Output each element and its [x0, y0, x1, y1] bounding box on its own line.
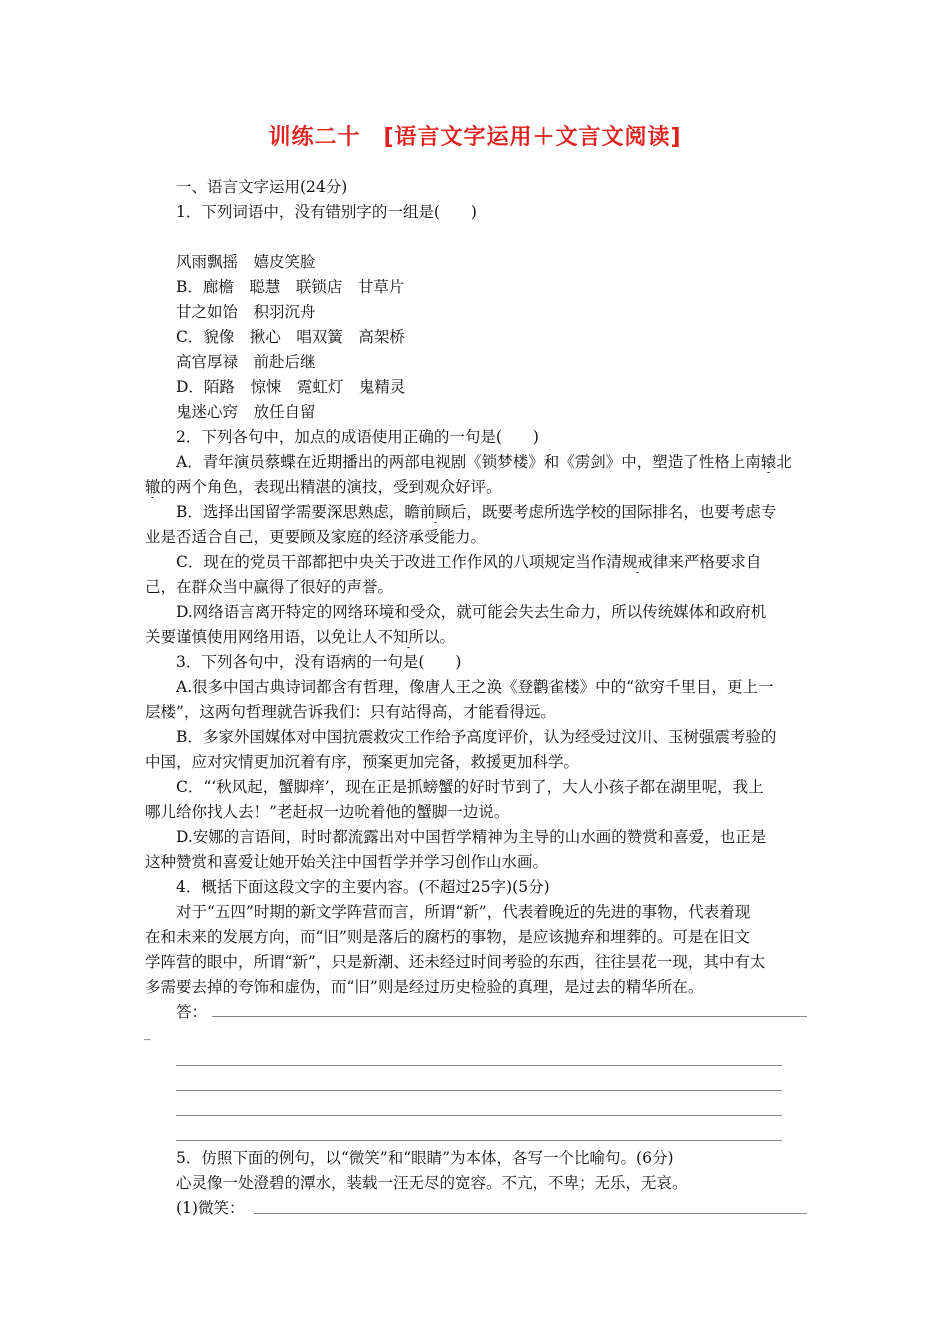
q4-passage-line1: 对于“五四”时期的新文学阵营而言，所谓“新”，代表着晚近的先进的事物，代表着现 [176, 903, 751, 921]
q3-option-c-line1: C．“‘秋风起，蟹脚痒’，现在正是抓螃蟹的好时节到了，大人小孩子都在湖里呢，我上 [176, 778, 764, 796]
q3-option-a-line2: 层楼”，这两句哲理就告诉我们：只有站得高，才能看得远。 [145, 703, 556, 721]
q3-option-d-line2: 这种赞赏和喜爱让她开始关注中国哲学并学习创作山水画。 [145, 853, 549, 871]
q4-answer-label: 答： [176, 1003, 208, 1021]
q1-option-a-line2: 风雨飘摇 嬉皮笑脸 [176, 253, 316, 271]
q2-a-dotted-idiom: 南辕北 [745, 453, 792, 471]
q5-item1-label: (1)微笑： [176, 1199, 245, 1217]
q1-option-d-line1: D．陌路 惊悚 霓虹灯 鬼精灵 [176, 378, 406, 396]
q2-option-d-line1: D.网络语言离开特定的网络环境和受众，就可能会失去生命力，所以传统媒体和政府机 [176, 603, 767, 621]
q2-b-text-post: ，既要考虑所选学校的国际排名，也要考虑专 [466, 503, 777, 521]
q1-option-b-line2: 甘之如饴 积羽沉舟 [176, 303, 316, 321]
q2-option-b-line2: 业是否适合自己，更要顾及家庭的经济承受能力。 [145, 528, 487, 546]
section-heading: 一、语言文字运用(24分) [176, 178, 348, 196]
q3-option-b-line1: B．多家外国媒体对中国抗震救灾工作给予高度评价，认为经受过汶川、玉树强震考验的 [176, 728, 777, 746]
q2-option-c-line1 [176, 551, 807, 573]
q2-d-text-post: 。 [439, 628, 456, 646]
q2-d-text: 关要谨慎使用网络用语，以免让人 [145, 628, 378, 646]
q3-option-d-line1: D.安娜的言语间，时时都流露出对中国哲学精神为主导的山水画的赞赏和喜爱，也正是 [176, 828, 767, 846]
q4-answer-dash: _ [144, 1026, 151, 1041]
q4-answer-line-2[interactable] [176, 1065, 782, 1066]
q3-option-b-line2: 中国，应对灾情更加沉着有序，预案更加完备，救援更加科学。 [145, 753, 580, 771]
q4-answer-line-1[interactable] [212, 1016, 807, 1017]
q2-option-c-line2: 己，在群众当中赢得了很好的声誉。 [145, 578, 394, 596]
q4-answer-line-4[interactable] [176, 1115, 782, 1116]
q2-option-b-line1 [176, 501, 807, 523]
q2-c-text: C．现在的党员干部都把中央关于改进工作作风的八项规定当作 [176, 553, 607, 571]
q2-c-text-post: 来严格要求自 [668, 553, 762, 571]
q4-stem: 4．概括下面这段文字的主要内容。(不超过25字)(5分) [176, 878, 550, 896]
page-title: 训练二十 [语言文字运用＋文言文阅读] [268, 125, 682, 150]
q2-stem: 2．下列各句中，加点的成语使用正确的一句是( ) [176, 428, 539, 446]
q1-option-d-line2: 鬼迷心窍 放任自留 [176, 403, 316, 421]
q2-b-dotted-idiom: 瞻前顾后 [404, 503, 467, 521]
q1-option-b-line1: B．廊檐 聪慧 联锁店 甘草片 [176, 278, 405, 296]
q2-c-dotted-idiom: 清规戒律 [606, 553, 669, 571]
q2-a-text: A．青年演员蔡蝶在近期播出的两部电视剧《锁梦楼》和《雳剑》中，塑造了性格上 [176, 453, 746, 471]
q1-option-c-line1: C．貌像 揪心 唱双簧 高架桥 [176, 328, 405, 346]
q2-d-dotted-idiom: 不知所以 [377, 628, 440, 646]
q4-passage-line2: 在和未来的发展方向，而“旧”则是落后的腐朽的事物，是应该抛弃和埋葬的。可是在旧文 [145, 928, 750, 946]
q4-passage-line3: 学阵营的眼中，所谓“新”，只是新潮、还未经过时间考验的东西，往往昙花一现，其中有太 [145, 953, 766, 971]
q5-stem: 5．仿照下面的例句，以“微笑”和“眼睛”为本体，各写一个比喻句。(6分) [176, 1149, 674, 1167]
q2-b-text: B．选择出国留学需要深思熟虑， [176, 503, 405, 521]
q3-stem: 3．下列各句中，没有语病的一句是( ) [176, 653, 462, 671]
q4-answer-line-5[interactable] [176, 1140, 782, 1141]
q1-stem: 1．下列词语中，没有错别字的一组是( ) [176, 203, 477, 221]
q2-option-a-line1 [176, 451, 807, 473]
q2-option-a-line2 [145, 476, 807, 498]
q2-option-d-line2 [145, 626, 807, 648]
q4-passage-line4: 多需要去掉的夸饰和虚伪，而“旧”则是经过历史检验的真理，是过去的精华所在。 [145, 978, 704, 996]
q2-a-text-cont: 的两个角色，表现出精湛的演技，受到观众好评。 [160, 478, 502, 496]
q2-a-dotted-idiom-end: 辙 [145, 478, 161, 496]
q3-option-c-line2: 哪儿给你找人去！”老赶叔一边吮着他的蟹脚一边说。 [145, 803, 510, 821]
q5-item1-answer-line[interactable] [254, 1213, 807, 1214]
q3-option-a-line1: A.很多中国古典诗词都含有哲理，像唐人王之涣《登鹳雀楼》中的“欲穷千里目，更上一 [176, 678, 774, 696]
q4-answer-line-3[interactable] [176, 1090, 782, 1091]
q1-option-c-line2: 高官厚禄 前赴后继 [176, 353, 316, 371]
q5-example: 心灵像一处澄碧的潭水，装载一汪无尽的宽容。不亢，不卑；无乐，无哀。 [176, 1174, 688, 1192]
